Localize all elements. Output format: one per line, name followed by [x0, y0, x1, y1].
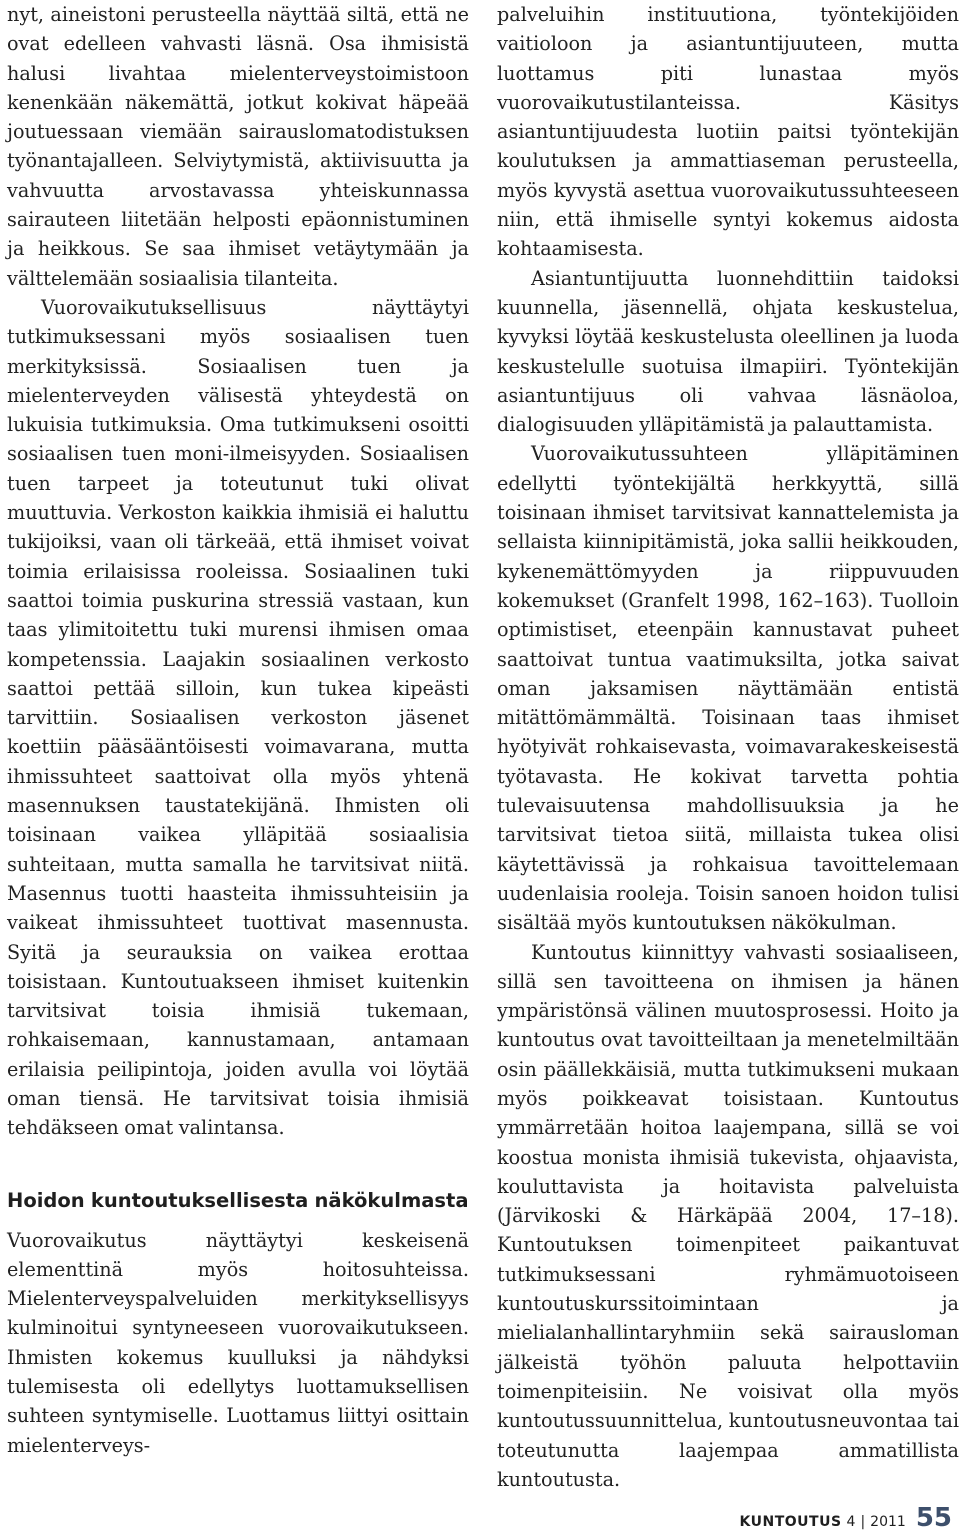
issue-year: 2011 — [870, 1514, 906, 1530]
body-paragraph: palveluihin instituutiona, työntekijöiden vaitioloon ja asiantuntijuuteen, mutta luottamus piti lunastaa myös vuorovaikutustilanteissa. Käsitys asiantuntijuudesta luotiin paitsi työntekijän koulutuksen ja ammattiaseman perusteella, myös kyvystä asettua vuorovaikutussuhteeseen niin, että ihmiselle syntyi kokemus aidosta kohtaamisesta. — [497, 3, 959, 261]
body-paragraph: Vuorovaikutus näyttäytyi keskeisenä elementtinä myös hoitosuhteissa. Mielenterveyspalveluiden merkityksellisyys kulminoitui syntyneeseen vuorovaikutukseen. Ihmisten kokemus kuulluksi ja nähdyksi tulemisesta oli edellytys luottamuksellisen suhteen syntymiselle. Luottamus liittyi osittain mielenterveys- — [7, 1228, 469, 1457]
body-paragraph: Vuorovaikutuksellisuus näyttäytyi tutkimuksessani myös sosiaalisen tuen merkityksissä. Sosiaalisen tuen ja mielenterveyden välisestä yhteydestä on lukuisia tutkimuksia. Oma tutkimukseni osoitti sosiaalisen tuen moni-ilmeisyyden. Sosiaalisen tuen tarpeet ja toteutunut tuki olivat muuttuvia. Verkoston kaikkia ihmisiä ei haluttu tukijoiksi, vaan oli tärkeää, että ihmiset voivat toimia erilaisissa rooleissa. Sosiaalinen tuki saattoi toimia puskurina stressiä vastaan, kun taas ylimitoitettu tuki murensi ihmisen omaa kompetenssia. Laajakin sosiaalinen verkosto saattoi pettää silloin, kun tukea kipeästi tarvittiin. Sosiaalisen verkoston jäsenet koettiin pääsääntöisesti voimavarana, mutta ihmissuhteet saattoivat olla myös yhtenä masennuksen taustatekijänä. Ihmisten oli toisinaan vaikea ylläpitää sosiaalisia suhteitaan, mutta samalla he tarvitsivat niitä. Masennus tuotti haasteita ihmissuhteisiin ja vaikeat ihmissuhteet tuottivat masennusta. Syitä ja seurauksia on vaikea erottaa toisistaan. Kuntoutuakseen ihmiset kuitenkin tarvitsivat toisia ihmisiä tukemaan, rohkaisemaan, kannustamaan, antamaan erilaisia peilipintoja, joiden avulla voi löytää oman tiensä. He tarvitsivat toisia ihmisiä tehdäkseen omat valintansa. — [7, 295, 469, 1140]
magazine-name: KUNTOUTUS — [739, 1514, 842, 1530]
section-heading: Hoidon kuntoutuksellisesta näkökulmasta — [7, 1188, 469, 1212]
body-paragraph: Kuntoutus kiinnittyy vahvasti sosiaaliseen, sillä sen tavoitteena on ihmisen ja hänen ympäristönsä välinen muutosprosessi. Hoito ja kuntoutus ovat tavoitteiltaan ja menetelmiltään osin päällekkäisiä, mutta tutkimukseni mukaan myös poikkeavat toisistaan. Kuntoutus ymmärretään hoitoa laajempana, sillä se voi koostua monista ihmisiä tukevista, ohjaavista, kouluttavista ja hoitavista palveluista (Järvikoski & Härkäpää 2004, 17–18). Kuntoutuksen toimenpiteet paikantuvat tutkimuksessani ryhmämuotoiseen kuntoutuskurssitoimintaan ja mielialanhallintaryhmiin sekä sairausloman jälkeistä työhön paluuta helpottaviin toimenpiteisiin. Ne voisivat olla myös kuntoutussuunnittelua, kuntoutusneuvontaa tai toteutunutta laajempaa ammatillista kuntoutusta. — [497, 940, 959, 1491]
page-number: 55 — [915, 1503, 952, 1533]
body-paragraph: Vuorovaikutussuhteen ylläpitäminen edellytti työntekijältä herkkyyttä, sillä toisinaan ihmiset tarvitsivat kannattelemista ja sellaista kiinnipitämistä, joka sallii heikkouden, kykenemättömyyden ja riippuvuuden kokemukset (Granfelt 1998, 162–163). Tuolloin optimistiset, eteenpäin kannustavat puheet saattoivat tuntua vaatimuksilta, jotka saivat oman jaksamisen näyttämään entistä mitättömämmältä. Toisinaan taas ihmiset hyötyivät rohkaisevasta, voimavarakeskeisestä työtavasta. He kokivat tarvetta pohtia tulevaisuutensa mahdollisuuksia ja he tarvitsivat tietoa siitä, millaista tukea olisi käytettävissä ja rohkaisua tavoittelemaan uudenlaisia rooleja. Toisin sanoen hoidon tulisi sisältää myös kuntoutuksen näkökulman. — [497, 442, 959, 935]
left-column — [7, 0, 469, 1460]
right-column — [497, 0, 959, 1494]
page-footer — [740, 1503, 952, 1533]
body-paragraph: nyt, aineistoni perusteella näyttää siltä, että ne ovat edelleen vahvasti läsnä. Osa ihmisistä halusi livahtaa mielenterveystoimistoon kenenkään näkemättä, jotkut kokivat häpeää joutuessaan viemään sairauslomatodistuksen työnantajalleen. Selviytymistä, aktiivisuutta ja vahvuutta arvostavassa yhteiskunnassa sairauteen liitetään helposti epäonnistuminen ja heikkous. Se saa ihmiset vetäytymään ja välttelemään sosiaalisia tilanteita. — [7, 3, 469, 290]
footer-separator: | — [860, 1514, 866, 1530]
issue-number: 4 — [846, 1514, 856, 1530]
body-paragraph: Asiantuntijuutta luonnehdittiin taidoksi kuunnella, jäsennellä, ohjata keskustelua, kyvyksi löytää keskustelusta oleellinen ja luoda keskustelulle suotuisa ilmapiiri. Työntekijän asiantuntijuus oli vahvaa läsnäoloa, dialogisuuden ylläpitämistä ja palauttamista. — [497, 266, 959, 437]
